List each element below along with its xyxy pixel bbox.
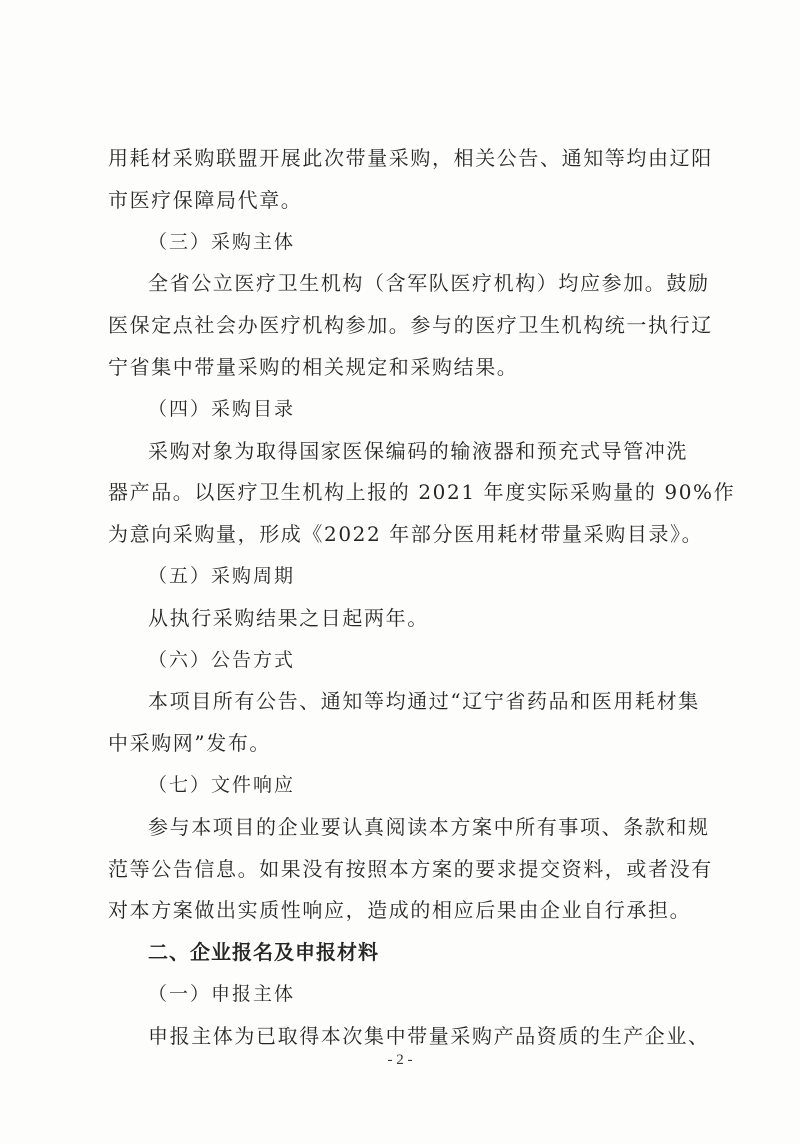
subsection-heading: （四）采购目录 bbox=[148, 397, 296, 420]
text-line: 为意向采购量，形成《2022 年部分医用耗材带量采购目录》。 bbox=[108, 522, 704, 547]
paragraph-first-line: 全省公立医疗卫生机构（含军队医疗机构）均应参加。鼓励 bbox=[148, 271, 710, 296]
text-line: 器产品。以医疗卫生机构上报的 2021 年度实际采购量的 90%作 bbox=[108, 480, 736, 505]
subsection-heading: （五）采购周期 bbox=[148, 564, 296, 587]
subsection-heading: （一）申报主体 bbox=[148, 982, 296, 1005]
text-line: 市医疗保障局代章。 bbox=[108, 187, 303, 212]
text-line: 用耗材采购联盟开展此次带量采购，相关公告、通知等均由辽阳 bbox=[108, 146, 713, 170]
text-line: 对本方案做出实质性响应，造成的相应后果由企业自行承担。 bbox=[108, 898, 692, 923]
paragraph-first-line: 本项目所有公告、通知等均通过“辽宁省药品和医用耗材集 bbox=[148, 689, 700, 714]
section-heading: 二、企业报名及申报材料 bbox=[148, 940, 379, 965]
text-line: 医保定点社会办医疗机构参加。参与的医疗卫生机构统一执行辽 bbox=[108, 313, 713, 338]
subsection-heading: （七）文件响应 bbox=[148, 773, 296, 796]
page-number: - 2 - bbox=[387, 1052, 413, 1068]
paragraph-first-line: 从执行采购结果之日起两年。 bbox=[148, 605, 429, 630]
text-line: 范等公告信息。如果没有按照本方案的要求提交资料，或者没有 bbox=[108, 856, 713, 881]
text-line: 宁省集中带量采购的相关规定和采购结果。 bbox=[108, 354, 519, 379]
paragraph-first-line: 采购对象为取得国家医保编码的输液器和预充式导管冲洗 bbox=[148, 438, 688, 463]
subsection-heading: （六）公告方式 bbox=[148, 648, 296, 671]
paragraph-first-line: 申报主体为已取得本次集中带量采购产品资质的生产企业、 bbox=[148, 1023, 710, 1048]
paragraph-first-line: 参与本项目的企业要认真阅读本方案中所有事项、条款和规 bbox=[148, 814, 710, 839]
subsection-heading: （三）采购主体 bbox=[148, 230, 296, 253]
text-line: 中采购网”发布。 bbox=[108, 731, 272, 756]
document-body bbox=[108, 138, 736, 1058]
